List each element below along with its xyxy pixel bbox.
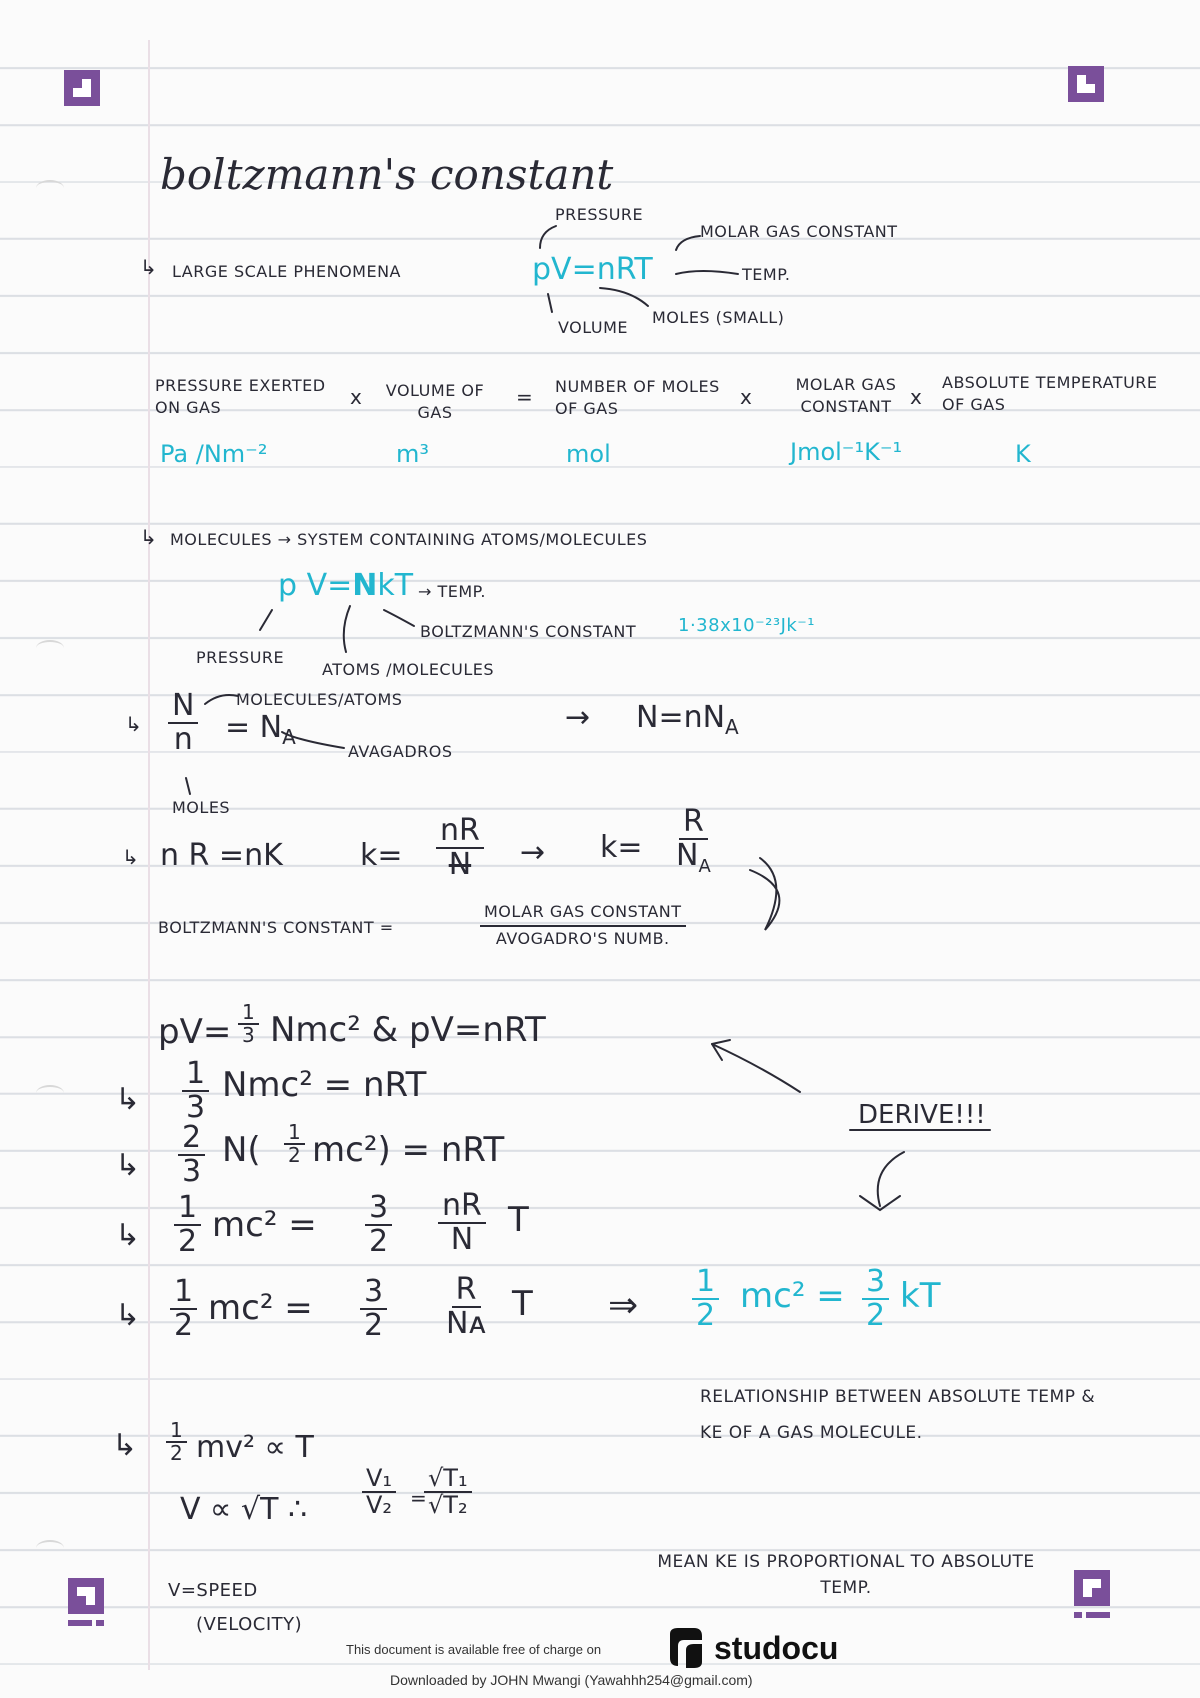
eq-part: pV= [158,1012,232,1052]
unit-pressure: Pa /Nm⁻² [160,440,268,468]
fraction-one-third-2 [182,1058,209,1123]
result-equation: mc² = [740,1276,845,1316]
eq-part-N: N [352,568,378,603]
fraction-nR-over-N [436,815,484,880]
fraction-one-third [238,1002,259,1046]
arrow-volume [548,294,552,312]
eq-part: p V= [278,568,353,603]
frac-num: 1 [182,1058,209,1092]
subscript-A: A [282,725,296,749]
frac-den: 2 [364,1307,384,1343]
frac-den: V₂ [366,1491,393,1520]
fraction-three-halves [365,1192,392,1257]
derive-step-2 [222,1130,261,1170]
fraction-N-over-n [168,690,198,755]
label-atoms-molecules: ATOMS /MOLECULES [322,660,494,679]
label-moles-small: MOLES (SMALL) [652,308,785,327]
corner-marker-icon [1074,1570,1110,1620]
eq-part: mc² [312,1130,378,1170]
fraction-R-over-NA-2 [442,1274,490,1339]
ideal-gas-equation: pV=nRT [532,252,653,287]
frac-den: 2 [170,1441,183,1465]
fraction-half [284,1122,305,1166]
corner-marker-icon [64,70,100,106]
fraction-half-3 [170,1276,197,1341]
result-fraction-three-halves [862,1266,889,1331]
subscript-A: A [698,855,711,877]
k-equals-2: k= [600,830,643,865]
nR-equation: n R =nK [160,838,283,873]
fraction-half-2 [174,1192,201,1257]
boltzmann-definition: BOLTZMANN'S CONSTANT = [158,918,394,937]
frac-num: 1 [166,1420,187,1443]
frac-num: 3 [862,1266,889,1300]
arrow-molecules [205,695,238,704]
avogadro-rhs [225,710,296,749]
unit-volume: m³ [396,440,429,468]
label-temp: TEMP. [742,265,791,284]
fraction-v1-v2 [362,1466,396,1518]
k-equals: k= [360,838,403,873]
frac-den: AVOGADRO'S NUMB. [495,928,670,948]
frac-den: 3 [186,1089,206,1125]
arrow-pressure [540,226,556,248]
frac-den: 2 [369,1223,389,1259]
arrow-pressure-2 [260,610,272,630]
bracket-arrow [750,858,779,930]
frac-num: 1 [692,1266,719,1300]
equals-sign: = [516,385,533,409]
fraction-nR-over-N-2 [438,1190,486,1255]
derive-line-1 [158,1012,231,1052]
arrow-boltzmann [384,610,414,626]
frac-num: R [452,1274,481,1308]
frac-num: N [168,690,198,724]
eq-part: ) = nRT [377,1130,505,1170]
page-title: boltzmann's constant [160,150,614,199]
quantity-molar-constant: MOLAR GAS CONSTANT [795,375,897,416]
derive-step-3: mc² = [212,1205,317,1245]
frac-den: n [173,721,193,757]
unit-moles: mol [566,440,611,468]
derive-arrow [712,1044,800,1092]
frac-num: 3 [360,1276,387,1310]
velocity-label: (VELOCITY) [196,1614,303,1635]
studocu-logo-icon [664,1626,708,1670]
fraction-R-over-NA [672,806,715,876]
frac-den: 3 [242,1023,255,1047]
fraction-two-thirds [178,1122,205,1187]
avogadro-result [636,700,739,739]
label-avagadros: AVAGADROS [348,742,453,761]
velocity-proportional: V ∝ √T ∴ [180,1492,308,1527]
bullet-large-scale: LARGE SCALE PHENOMENA [172,262,401,281]
result-fraction-half [692,1266,719,1331]
eq-part: N=nN [636,700,726,735]
binder-hole [36,1085,64,1101]
frac-den: 2 [288,1143,301,1167]
frac-num: 1 [174,1192,201,1226]
frac-num: MOLAR GAS CONSTANT [480,904,686,927]
frac-den: √T₂ [428,1491,468,1520]
times-sign: x [740,385,752,409]
unit-temperature: K [1015,440,1031,468]
label-boltzmann: BOLTZMANN'S CONSTANT [420,622,637,641]
frac-num: 1 [238,1002,259,1025]
fraction-t1-t2 [424,1466,472,1518]
frac-den: Nᴀ [446,1305,487,1341]
proportional-equation: mv² ∝ T [196,1430,314,1465]
quantity-pressure: PRESSURE EXERTED ON GAS [155,376,326,417]
derive-step-1: Nmc² = nRT [222,1065,427,1105]
relationship-note: RELATIONSHIP BETWEEN ABSOLUTE TEMP & KE OF A GAS MOLECULE. [700,1387,1096,1443]
derive-step-3-T: T [508,1200,529,1240]
label-pressure: PRESSURE [555,205,644,224]
speed-label: V=SPEED [168,1580,258,1601]
definition-fraction [480,904,686,948]
bullet-molecules: MOLECULES → SYSTEM CONTAINING ATOMS/MOLECULES [170,530,648,549]
label-molar-gas-constant: MOLAR GAS CONSTANT [700,222,898,241]
quantity-moles: NUMBER OF MOLES OF GAS [555,377,720,418]
quantity-volume: VOLUME OF GAS [385,381,485,422]
studocu-brand: studocu [714,1629,839,1666]
frac-den: N [448,846,472,882]
footer-downloaded: Downloaded by JOHN Mwangi (Yawahhh254@gmail.com) [390,1672,753,1688]
fraction-three-halves-2 [360,1276,387,1341]
frac-den: N [450,1221,474,1257]
arrow-moles [600,288,648,306]
arrow-temp [676,271,738,274]
binder-hole [36,640,64,656]
result-kT: kT [900,1276,941,1316]
derive-label: DERIVE!!! [858,1100,986,1130]
unit-molar-constant: Jmol⁻¹K⁻¹ [790,438,903,466]
times-sign: x [350,385,362,409]
frac-num: 3 [365,1192,392,1226]
frac-num: 1 [284,1122,305,1145]
eq-part: = N [225,710,283,745]
corner-marker-icon [1068,66,1104,102]
frac-den: 2 [696,1297,716,1333]
eq-part: N( [222,1130,261,1170]
times-sign: x [910,385,922,409]
frac-num: 2 [178,1122,205,1156]
kinetic-equation [278,568,413,603]
frac-den: 2 [866,1297,886,1333]
frac-num: R [679,806,708,840]
frac-den: 2 [174,1307,194,1343]
label-moles-2: MOLES [172,798,231,817]
label-molecules-atoms: MOLECULES/ATOMS [236,690,403,709]
arrow-molar [676,236,700,250]
binder-hole [36,180,64,196]
quantity-temperature: ABSOLUTE TEMPERATURE OF GAS [942,373,1158,414]
arrow-moles-2 [186,778,190,794]
frac-den: 2 [178,1223,198,1259]
derive-line-1-rest: Nmc² & pV=nRT [270,1010,546,1050]
boltzmann-value: 1·38x10⁻²³Jk⁻¹ [678,615,816,636]
frac-num: √T₁ [424,1466,472,1493]
fraction-half-4 [166,1420,187,1464]
down-arrow [878,1152,904,1206]
label-temp-2: → TEMP. [418,582,486,601]
label-volume: VOLUME [558,318,628,337]
eq-part: kT [377,568,414,603]
derive-step-4-T: T [512,1284,533,1324]
margin-line [148,40,150,1670]
arrow-atoms [344,606,350,652]
corner-marker-icon [68,1578,104,1628]
notebook-page: boltzmann's constant ↳ LARGE SCALE PHENOMENA PRESSURE MOLAR GAS CONSTANT pV=nRT TEMP. VOLUME MOLES (SMALL) PRESSURE EXERTED ON GAS x VOLUME OF GAS = NUMBER OF MOLES OF GAS x MOLAR GAS CONSTANT x ABSOLUTE TEMPERATURE OF GAS Pa /Nm⁻² m³ mol Jmol⁻¹K⁻¹ K ↳ MOLECULES → SYSTEM CONTAINING ATOMS/MOLECULES p V=NkT → TEMP. BOLTZMANN'S CONSTANT 1·38x10⁻²³Jk⁻¹ PRESSURE ATOMS /MOLECULES ↳ $\frac{N}{n}$ = $N_A$ MOLECULES/ATOMS AVAGADROS MOLES → $N=nN_A$ ↳ n R =nK k= $\frac{nR}{N}$ → k= $\frac{R}{N_A}$ BOLTZMANN'S CONSTANT = MOLAR GAS CONSTANT AVOGADRO'S NUMB. pV= $\frac{1}{3}$ Nmc² & pV=nRT ↳ $\frac{1}{3}$ Nmc² = nRT ↳ $\frac{2}{3}$ N( $\frac{1}{2}$ mc²) = nRT ↳ $\frac{1}{2}$ mc² = $\frac{3}{2}$ $\frac{nR}{N}$ T ↳ $\frac{1}{2}$ mc² = $\frac{3}{2}$ $\frac{R}{\text{Nᴀ}}$ T ⇒ $\frac{1}{2}$ mc² = $\frac{3}{2}$ kT DERIVE!!! RELATIONSHIP BETWEEN ABSOLUTE TEMP & KE OF A GAS MOLECULE. ↳ $\frac{1}{2}$ mv² ∝ T V ∝ √T ∴ $\frac{\text{V₁}}{\text{V₂}}$ = $\frac{\text{√T₁}}{\text{√T₂}}$ V=SPEED (VELOCITY) MEAN KE IS PROPORTIONAL TO ABSOLUTE TEMP. This document is available free of charge on studocu Downloaded by JOHN Mwangi (Yawahhh254@gmail.com) [0,0,1200,1698]
frac-num: 1 [170,1276,197,1310]
studocu-logo[interactable] [664,1626,838,1670]
derive-step-4: mc² = [208,1288,313,1328]
mean-ke-note: MEAN KE IS PROPORTIONAL TO ABSOLUTE TEMP. [657,1552,1035,1598]
subscript-A: A [725,715,739,739]
frac-num: nR [438,1190,486,1224]
frac-den: N [676,837,699,873]
binder-hole [36,1540,64,1556]
frac-num: V₁ [362,1466,396,1493]
footer-available: This document is available free of charge on [346,1642,602,1657]
label-pressure-2: PRESSURE [196,648,285,667]
frac-den: 3 [182,1153,202,1189]
frac-num: nR [436,815,484,849]
